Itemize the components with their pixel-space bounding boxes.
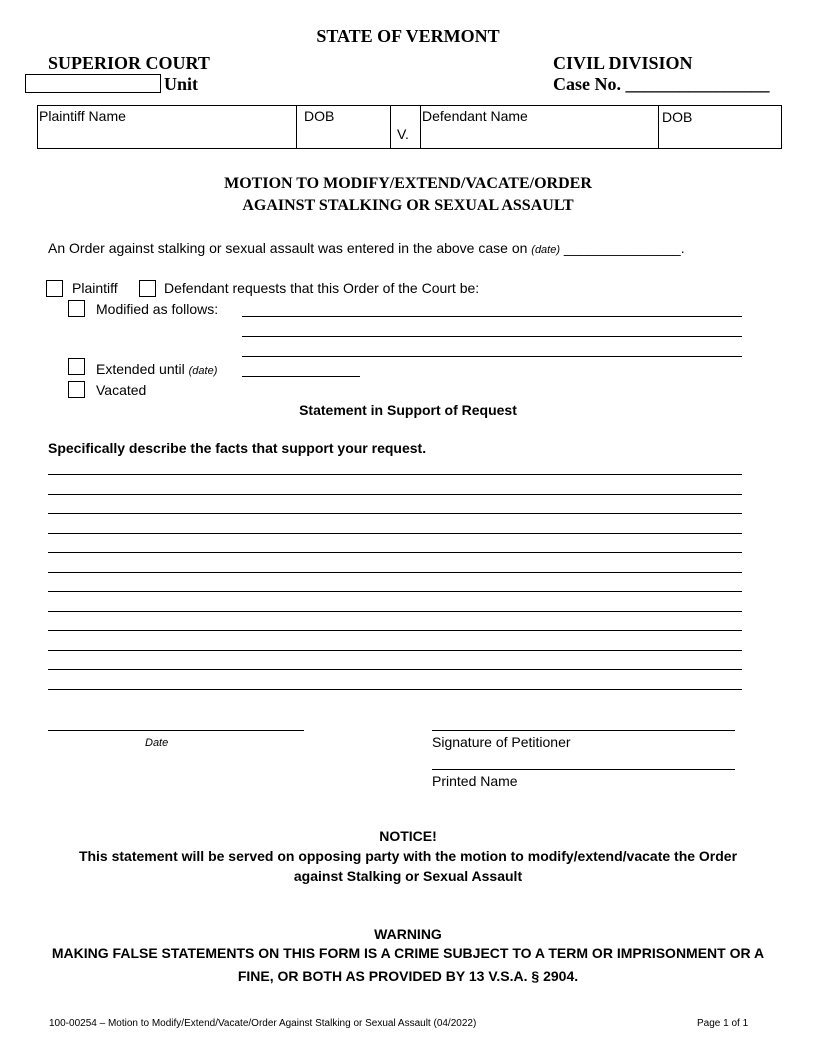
parties-table [37,105,782,149]
footer-form-id: 100-00254 – Motion to Modify/Extend/Vacate/Order Against Stalking or Sexual Assault (04/2022) [49,1018,477,1029]
court-name: SUPERIOR COURT [48,53,210,73]
statement-line[interactable] [48,669,742,670]
vacated-label: Vacated [96,382,147,398]
case-number-field[interactable]: Case No. ________________ [553,74,770,94]
state-heading: STATE OF VERMONT [316,26,500,46]
extended-label-group [96,361,217,377]
unit-input[interactable] [25,74,161,93]
entered-date-field[interactable]: _______________. [563,240,685,256]
modified-line-3[interactable] [242,356,742,357]
vacated-checkbox[interactable] [68,381,85,398]
extended-date-hint: (date) [188,365,218,377]
statement-heading: Statement in Support of Request [299,402,517,418]
modified-checkbox[interactable] [68,300,85,317]
statement-line[interactable] [48,611,742,612]
plaintiff-name-label: Plaintiff Name [39,108,126,124]
printed-name-label: Printed Name [432,773,518,789]
defendant-dob-label: DOB [662,109,693,125]
statement-line[interactable] [48,572,742,573]
modified-line-2[interactable] [242,336,742,337]
statement-line[interactable] [48,630,742,631]
warning-line-2: FINE, OR BOTH AS PROVIDED BY 13 V.S.A. § 2904. [237,968,579,984]
modified-label: Modified as follows: [96,301,219,317]
defendant-dob-cell[interactable] [659,106,781,148]
plaintiff-checkbox-label: Plaintiff [72,280,118,296]
footer-page-number: Page 1 of 1 [697,1018,749,1029]
intro-text: An Order against stalking or sexual assault was entered in the above case on [48,240,528,256]
division-label: CIVIL DIVISION [553,53,693,73]
statement-line[interactable] [48,650,742,651]
date-signature-line[interactable] [48,730,304,731]
extended-label: Extended until [96,361,185,377]
warning-line-1: MAKING FALSE STATEMENTS ON THIS FORM IS A CRIME SUBJECT TO A TERM OR IMPRISONMENT OR A [51,945,765,961]
notice-line-2: against Stalking or Sexual Assault [293,868,523,884]
notice-heading: NOTICE! [379,828,437,844]
intro-date-hint: (date) [531,244,561,256]
form-title-line-1: MOTION TO MODIFY/EXTEND/VACATE/ORDER [224,175,592,192]
extended-checkbox[interactable] [68,358,85,375]
extended-date-line[interactable] [242,376,360,377]
versus-cell [391,106,421,148]
printed-name-line[interactable] [432,769,735,770]
defendant-checkbox[interactable] [139,280,156,297]
statement-line[interactable] [48,513,742,514]
modified-line-1[interactable] [242,316,742,317]
unit-label: Unit [164,74,199,94]
form-title-line-2: AGAINST STALKING OR SEXUAL ASSAULT [242,197,574,214]
intro-sentence [48,240,685,256]
petitioner-signature-line[interactable] [432,730,735,731]
statement-line[interactable] [48,591,742,592]
plaintiff-dob-cell[interactable] [297,106,391,148]
signature-label: Signature of Petitioner [432,734,571,750]
plaintiff-checkbox[interactable] [46,280,63,297]
statement-line[interactable] [48,689,742,690]
defendant-name-label: Defendant Name [422,108,528,124]
warning-heading: WARNING [374,926,442,942]
statement-line[interactable] [48,494,742,495]
date-label: Date [145,737,169,749]
notice-line-1: This statement will be served on opposing party with the motion to modify/extend/vacate the Order [78,848,738,864]
plaintiff-dob-label: DOB [304,108,335,124]
statement-line[interactable] [48,533,742,534]
versus-label: V. [397,126,409,142]
statement-instruction: Specifically describe the facts that support your request. [48,440,427,456]
defendant-name-cell[interactable] [421,106,659,148]
defendant-request-text: Defendant requests that this Order of the Court be: [164,280,480,296]
statement-line[interactable] [48,552,742,553]
statement-line[interactable] [48,474,742,475]
plaintiff-name-cell[interactable] [38,106,297,148]
